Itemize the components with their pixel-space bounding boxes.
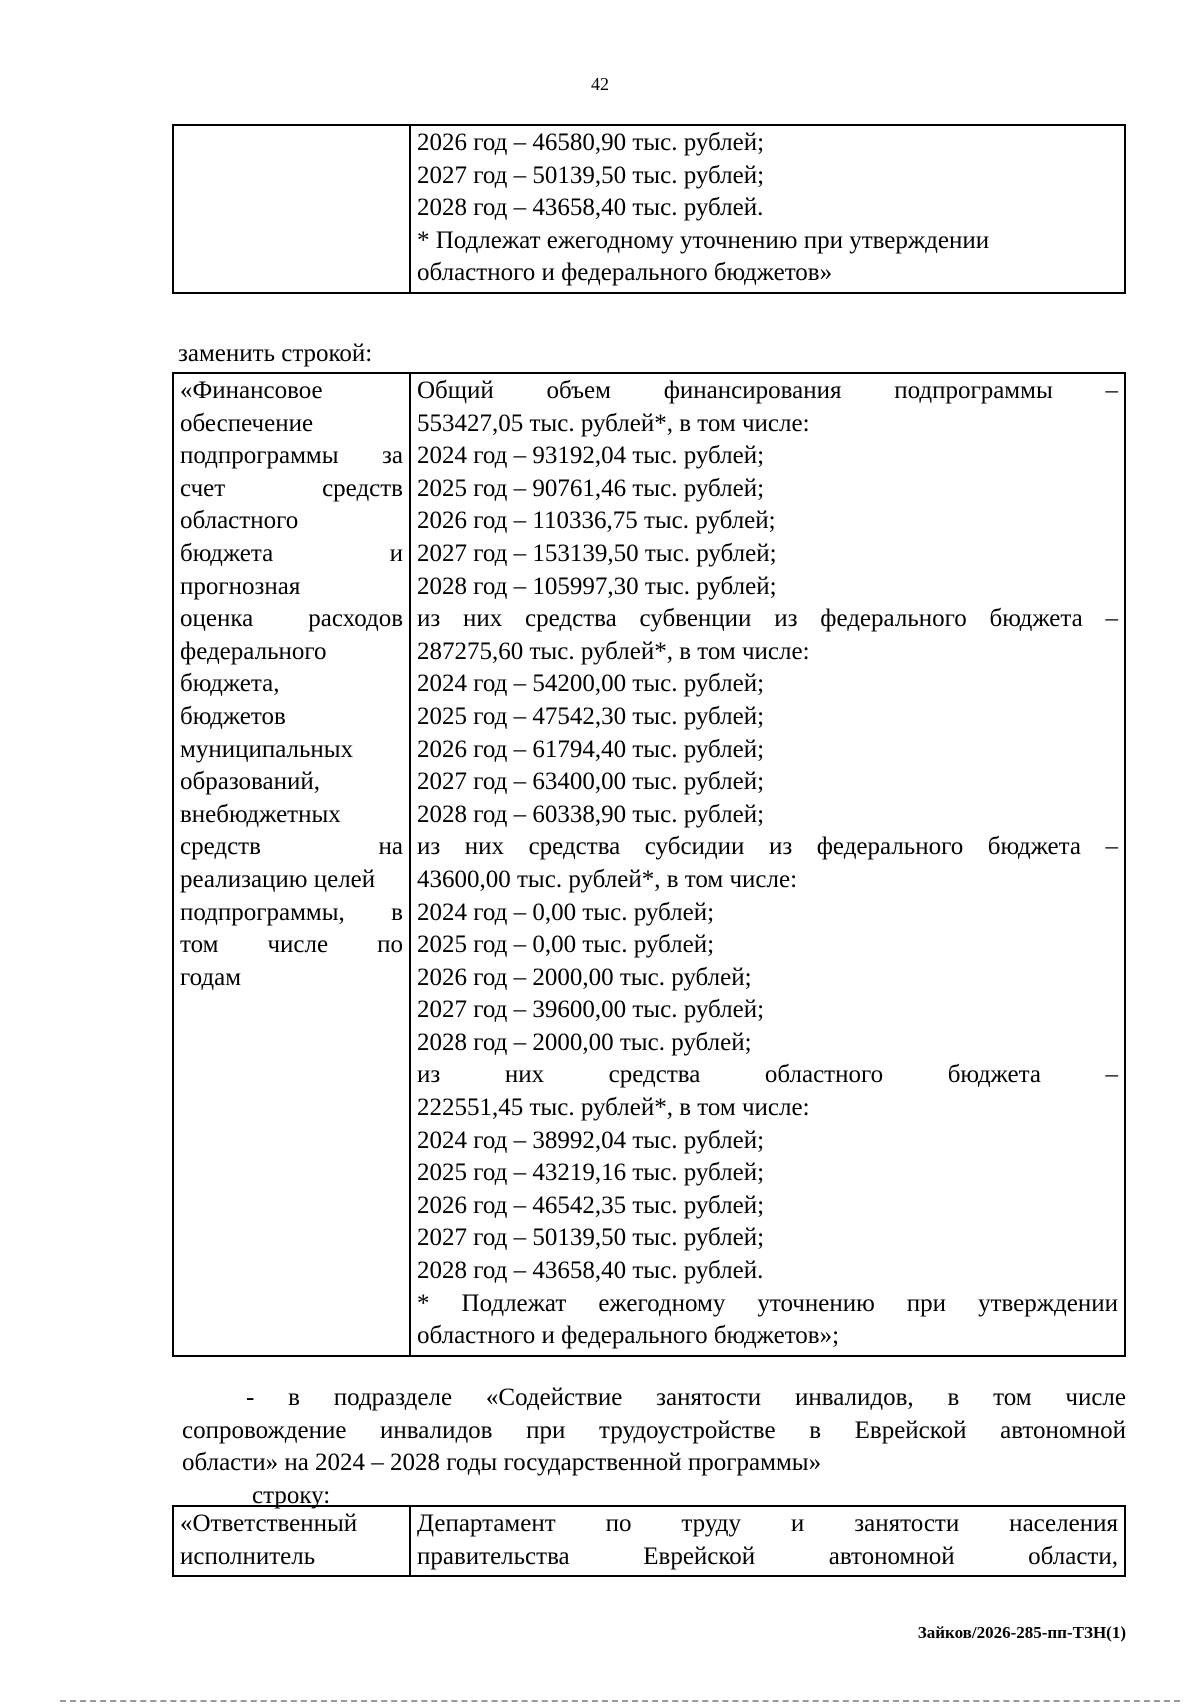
left-line: бюджетов: [180, 702, 286, 730]
right-line-total: Общий объем финансирования подпрограммы –: [417, 377, 1118, 404]
right-line: 2025 год – 43219,16 тыс. рублей;: [417, 1159, 765, 1187]
left-line: «Ответственный: [180, 1510, 358, 1537]
right-line: 2026 год – 2000,00 тыс. рублей;: [417, 963, 752, 991]
right-line: 553427,05 тыс. рублей*, в том числе:: [417, 409, 810, 437]
continued-table: [172, 124, 1126, 294]
continued-table-left-cell: [173, 125, 410, 293]
right-line: Департамент по труду и занятости населения: [417, 1510, 1118, 1537]
left-line: прогнозная: [180, 572, 301, 600]
left-line: федерального: [180, 637, 327, 665]
right-line: 2027 год – 50139,50 тыс. рублей;: [417, 1224, 765, 1252]
left-line: подпрограммы, в: [180, 898, 403, 926]
right-line: 2024 год – 0,00 тыс. рублей;: [417, 898, 715, 926]
left-line: средств на: [180, 833, 403, 861]
left-line: бюджета,: [180, 670, 280, 698]
right-line: 2026 год – 61794,40 тыс. рублей;: [417, 735, 765, 763]
replacement-table: [172, 372, 1126, 1357]
right-line: 2024 год – 38992,04 тыс. рублей;: [417, 1126, 765, 1154]
right-line: 2024 год – 54200,00 тыс. рублей;: [417, 670, 765, 698]
responsible-executor-table: [172, 1505, 1126, 1577]
left-line: том числе по: [180, 931, 403, 959]
left-line: исполнитель: [180, 1542, 316, 1570]
page-number: 42: [591, 74, 609, 94]
replace-label: заменить строкой:: [178, 340, 373, 367]
right-line: 2028 год – 60338,90 тыс. рублей;: [417, 800, 765, 828]
replacement-table-left-cell: [173, 373, 410, 1356]
left-line: «Финансовое: [180, 377, 323, 404]
replacement-table-right-cell: [410, 373, 1125, 1356]
continued-table-right-cell: [410, 125, 1125, 293]
right-line: 2025 год – 90761,46 тыс. рублей;: [417, 474, 765, 502]
left-line: подпрограммы за: [180, 442, 403, 470]
right-line: 2026 год – 46542,35 тыс. рублей;: [417, 1191, 765, 1219]
paragraph-line: области» на 2024 – 2028 годы государственной программы»: [182, 1449, 822, 1477]
right-line-regional: из них средства областного бюджета –: [417, 1061, 1118, 1089]
table1-line-2027: 2027 год – 50139,50 тыс. рублей;: [417, 161, 765, 189]
table1-footnote-cont: областного и федерального бюджетов»: [417, 259, 833, 287]
right-line: 2027 год – 153139,50 тыс. рублей;: [417, 539, 777, 567]
responsible-executor-right-cell: [410, 1506, 1125, 1576]
right-line-footnote: * Подлежат ежегодному уточнению при утверждении: [417, 1289, 1118, 1317]
left-line: годам: [180, 963, 242, 991]
right-line: 2028 год – 105997,30 тыс. рублей;: [417, 572, 777, 600]
right-line: 2026 год – 110336,75 тыс. рублей;: [417, 507, 776, 535]
paragraph-line: сопровождение инвалидов при трудоустройстве в Еврейской автономной: [182, 1416, 1126, 1444]
left-line: областного: [180, 507, 299, 535]
right-line: правительства Еврейской автономной области,: [417, 1542, 1118, 1570]
right-line: 222551,45 тыс. рублей*, в том числе:: [417, 1094, 810, 1122]
table1-line-2026: 2026 год – 46580,90 тыс. рублей;: [417, 129, 765, 156]
right-line: 287275,60 тыс. рублей*, в том числе:: [417, 637, 810, 665]
right-line: 2027 год – 63400,00 тыс. рублей;: [417, 768, 765, 796]
right-line-footnote-cont: областного и федерального бюджетов»;: [417, 1322, 840, 1350]
left-line: реализацию целей: [180, 865, 376, 893]
scan-edge-divider: [60, 1700, 1180, 1702]
right-line: 2028 год – 2000,00 тыс. рублей;: [417, 1028, 752, 1056]
right-line: 43600,00 тыс. рублей*, в том числе:: [417, 865, 798, 893]
right-line: 2024 год – 93192,04 тыс. рублей;: [417, 442, 765, 470]
right-line: 2025 год – 47542,30 тыс. рублей;: [417, 702, 765, 730]
left-line: муниципальных: [180, 735, 354, 763]
left-line: образований,: [180, 768, 321, 796]
left-line: внебюджетных: [180, 800, 341, 828]
document-code: Зайков/2026-285-пп-ТЗН(1): [917, 1623, 1126, 1642]
subsection-paragraph: [182, 1382, 1126, 1480]
paragraph-line: - в подразделе «Содействие занятости инвалидов, в том числе: [246, 1384, 1126, 1411]
left-line: бюджета и: [180, 539, 403, 567]
right-line: 2025 год – 0,00 тыс. рублей;: [417, 931, 715, 959]
line-label: строку:: [252, 1482, 331, 1509]
right-line: 2028 год – 43658,40 тыс. рублей.: [417, 1257, 764, 1285]
right-line: 2027 год – 39600,00 тыс. рублей;: [417, 996, 765, 1024]
responsible-executor-left-cell: [173, 1506, 410, 1576]
left-line: обеспечение: [180, 409, 314, 437]
right-line-subsidy: из них средства субсидии из федерального бюджета –: [417, 833, 1118, 861]
table1-line-2028: 2028 год – 43658,40 тыс. рублей.: [417, 194, 764, 222]
left-line: счет средств: [180, 474, 403, 502]
table1-footnote: * Подлежат ежегодному уточнению при утверждении: [417, 226, 990, 254]
right-line-subvention: из них средства субвенции из федерального бюджета –: [417, 605, 1118, 633]
left-line: оценка расходов: [180, 605, 403, 633]
